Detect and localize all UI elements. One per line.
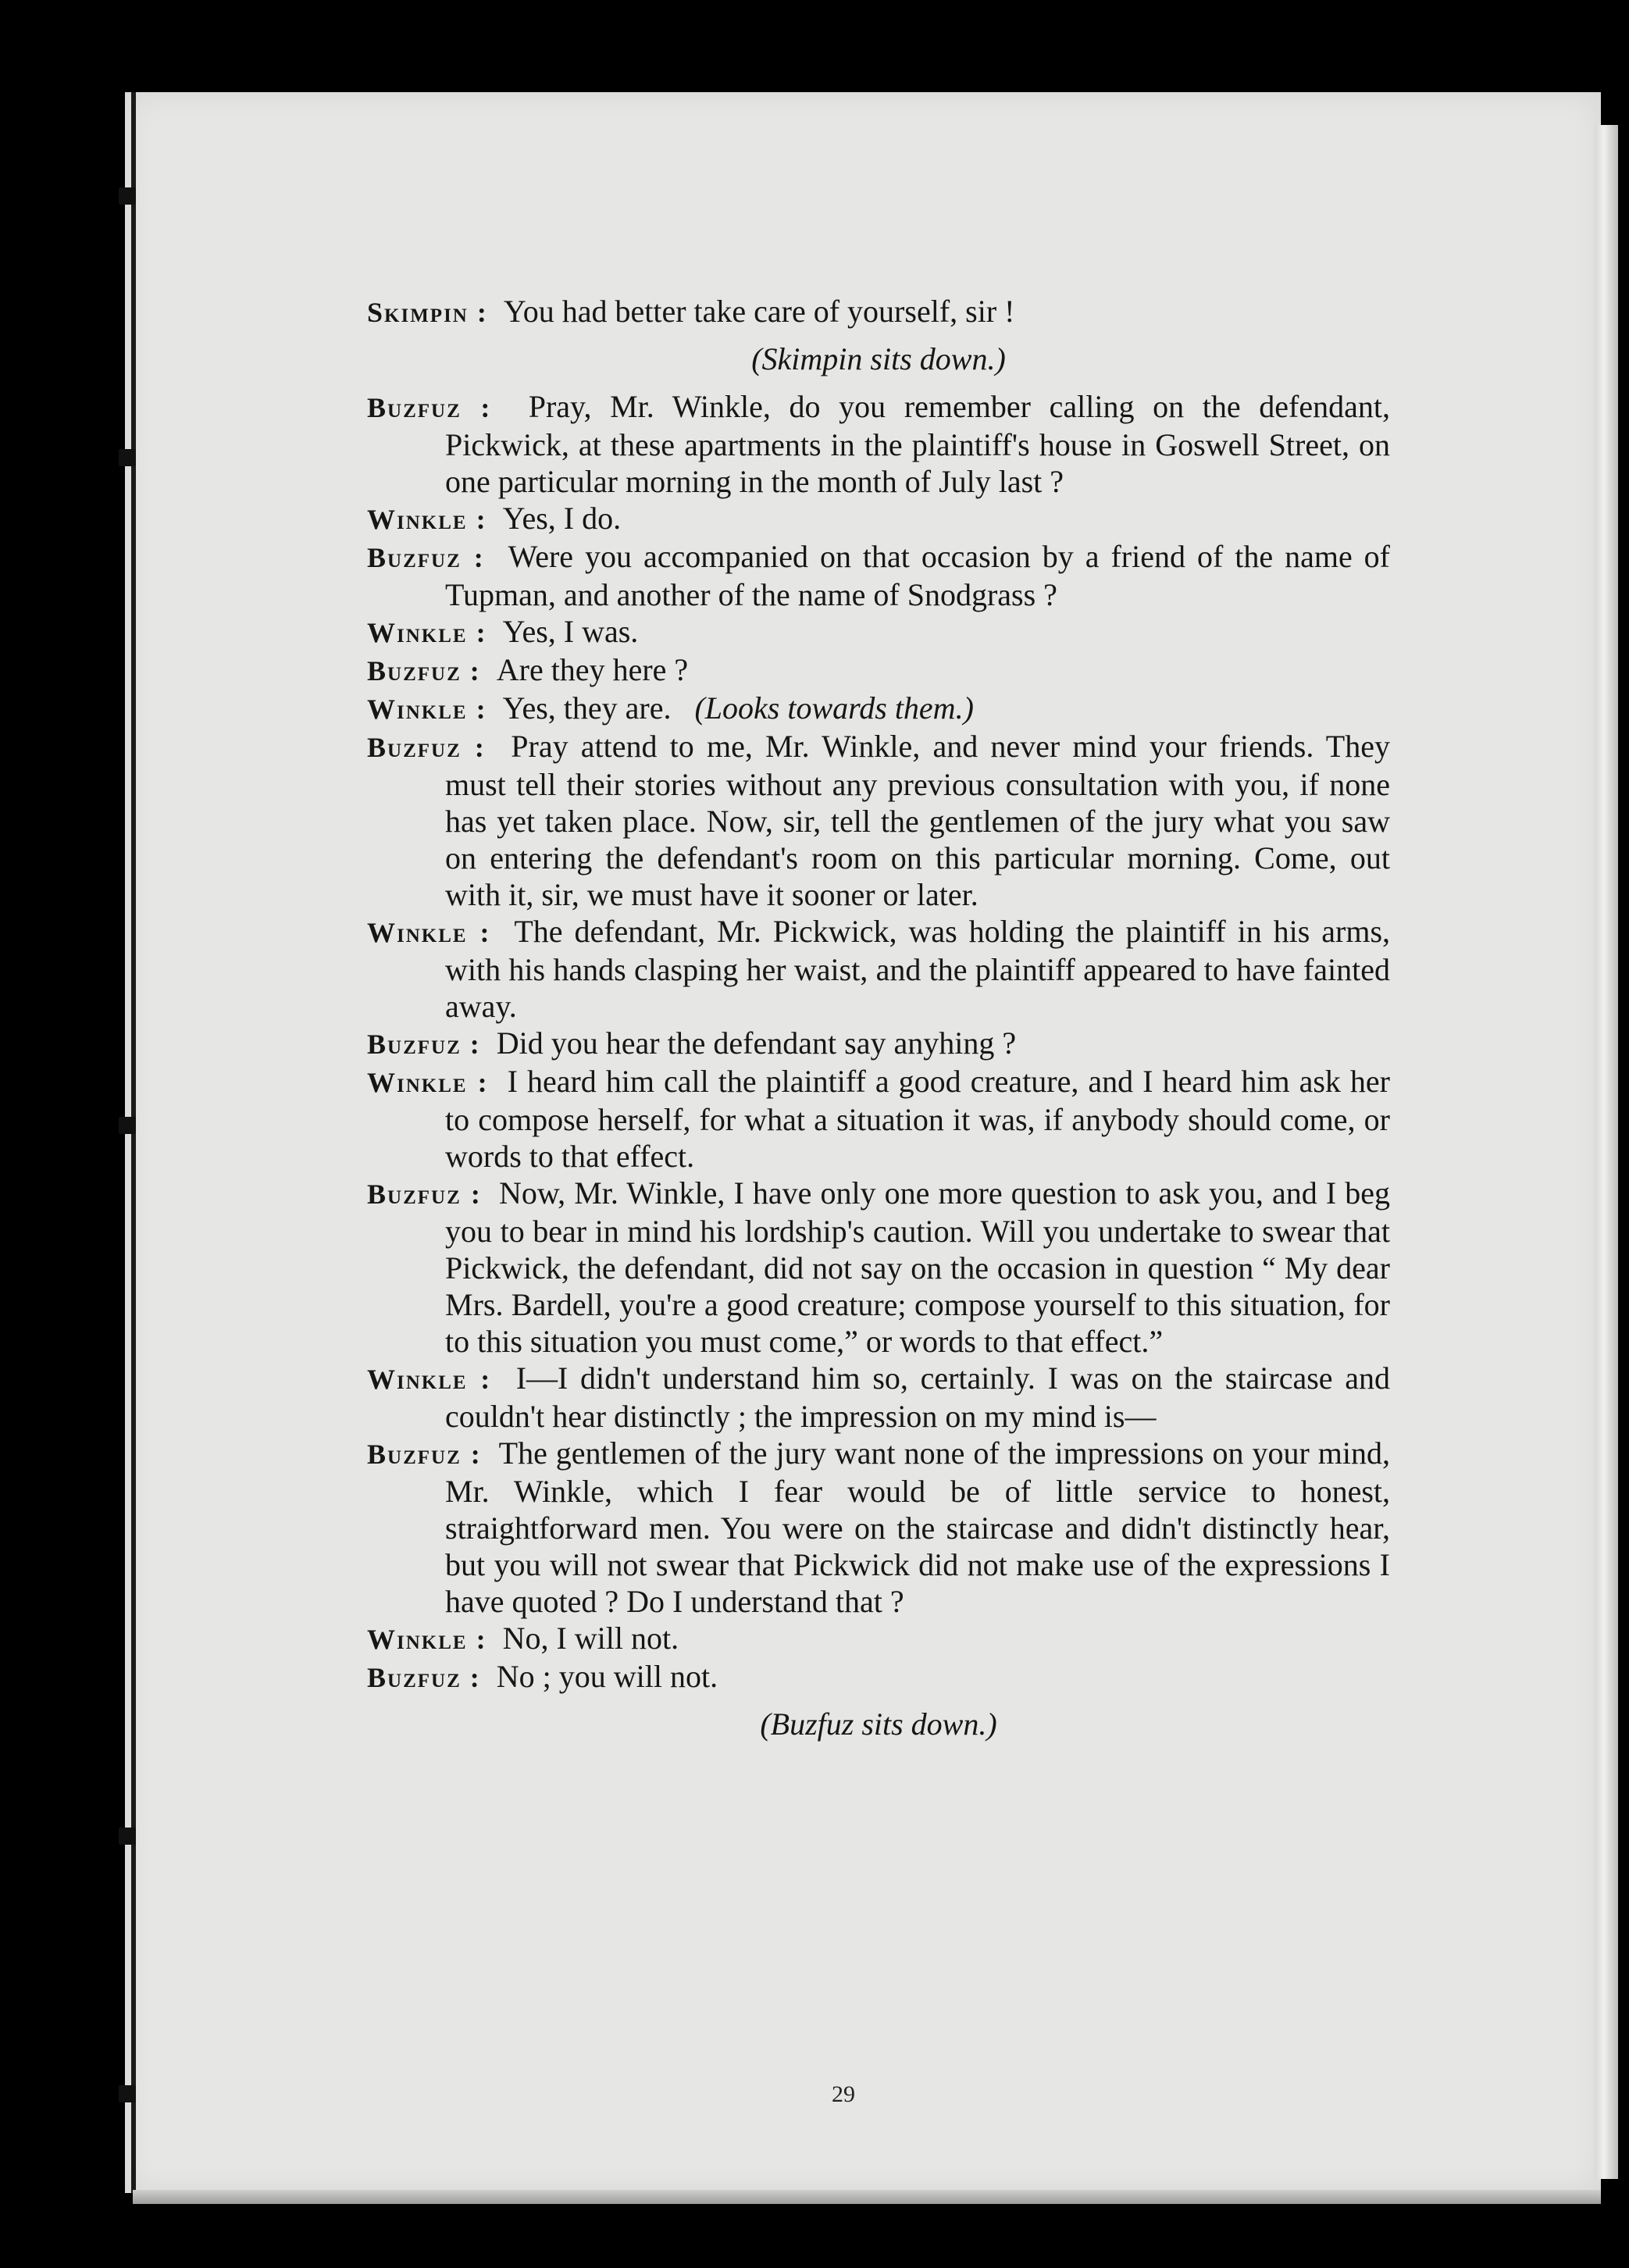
speech-line (367, 388, 1390, 500)
speech-line (367, 1063, 1390, 1175)
speech-line (367, 728, 1390, 913)
inline-stage-direction: (Looks towards them.) (694, 690, 974, 726)
speech-line (367, 1435, 1390, 1620)
speech-text: Were you accompanied on that occasion by a friend of the name of Tupman, and another of the name of Snodgrass ? (445, 539, 1391, 612)
speech-line (367, 538, 1390, 613)
speaker-name: Winkle : (367, 1067, 489, 1098)
speech-text: Yes, they are. (502, 690, 672, 726)
speaker-name: Skimpin : (367, 297, 488, 328)
speaker-name: Buzfuz : (367, 655, 481, 686)
speech-text: Yes, I do. (502, 501, 622, 536)
binding-stitch-mark (119, 1828, 136, 1845)
speech-line (367, 1658, 1390, 1696)
speech-line (367, 1620, 1390, 1658)
speech-text: I—I didn't understand him so, certainly. I was on the staircase and couldn't hear distinctly ; the impression on my mind is— (445, 1360, 1391, 1434)
stage-direction: (Buzfuz sits down.) (760, 1706, 997, 1742)
speech-line (367, 1025, 1390, 1063)
speech-line (367, 913, 1390, 1025)
speech-text: The defendant, Mr. Pickwick, was holding the plaintiff in his arms, with his hands clasping her waist, and the plaintiff appeared to have fainted away. (445, 914, 1391, 1024)
speaker-name: Winkle : (367, 1364, 492, 1395)
stage-direction: (Skimpin sits down.) (751, 341, 1006, 376)
speech-text: Yes, I was. (502, 614, 639, 649)
binding-spine (131, 92, 136, 2193)
speech-line (367, 1360, 1390, 1435)
speech-text: Now, Mr. Winkle, I have only one more question to ask you, and I beg you to bear in mind his lordship's caution. Will you undertake to swear that Pickwick, the defendant, did not say on the occasion in question “ My dear Mrs. Bardell, you're a good creature; compose yourself to this situation, for to this situation you must come,” or words to that effect.” (445, 1175, 1390, 1359)
binding-stitch-mark (119, 1117, 136, 1134)
speech-text: Are they here ? (496, 652, 689, 687)
speaker-name: Buzfuz : (367, 1662, 481, 1693)
speaker-name: Buzfuz : (367, 1439, 482, 1470)
speech-line (367, 1175, 1390, 1360)
speaker-name: Winkle : (367, 1624, 487, 1655)
speaker-name: Winkle : (367, 617, 487, 648)
speaker-name: Winkle : (367, 504, 487, 535)
speech-text: You had better take care of yourself, sir ! (503, 294, 1015, 329)
page-edge-right (1595, 125, 1618, 2179)
speaker-name: Buzfuz : (367, 1179, 482, 1210)
page-edge-bottom (133, 2190, 1601, 2204)
speaker-name: Winkle : (367, 917, 491, 948)
binding-stitch-mark (119, 2085, 136, 2102)
speech-text: Did you hear the defendant say anyhing ? (496, 1025, 1017, 1061)
speech-text: I heard him call the plaintiff a good creature, and I heard him ask her to compose herself, for what a situation it was, if anybody should come, or words to that effect. (445, 1064, 1390, 1174)
binding-stitch-mark (119, 187, 136, 205)
speech-text: No, I will not. (502, 1621, 679, 1656)
speech-line (367, 651, 1390, 690)
speaker-name: Buzfuz : (367, 732, 486, 763)
binding-stitch-mark (119, 449, 136, 466)
speaker-name: Buzfuz : (367, 392, 492, 423)
speech-text: No ; you will not. (496, 1659, 718, 1694)
speech-line (367, 690, 1390, 728)
speech-text: Pray attend to me, Mr. Winkle, and never mind your friends. They must tell their stories without any previous consultation with you, if none has yet taken place. Now, sir, tell the gentlemen of the jury what you saw on entering the defendant's room on this particular morning. Come, out with it, sir, we must have it sooner or later. (445, 729, 1390, 912)
speaker-name: Buzfuz : (367, 542, 485, 573)
speech-line (367, 613, 1390, 651)
speaker-name: Buzfuz : (367, 1029, 481, 1060)
speech-line (367, 293, 1390, 331)
speech-line (367, 500, 1390, 538)
speech-text: The gentlemen of the jury want none of the impressions on your mind, Mr. Winkle, which I fear would be of little service to honest, straightforward men. You were on the staircase and didn't distinctly hear, but you will not swear that Pickwick did not make use of the expressions I have quoted ? Do I understand that ? (445, 1435, 1391, 1619)
speaker-name: Winkle : (367, 694, 487, 725)
script-text (367, 293, 1390, 1753)
speech-text: Pray, Mr. Winkle, do you remember calling on the defendant, Pickwick, at these apartments in the plaintiff's house in Goswell Street, on one particular morning in the month of July last ? (445, 389, 1390, 499)
page-number: 29 (832, 2081, 855, 2107)
